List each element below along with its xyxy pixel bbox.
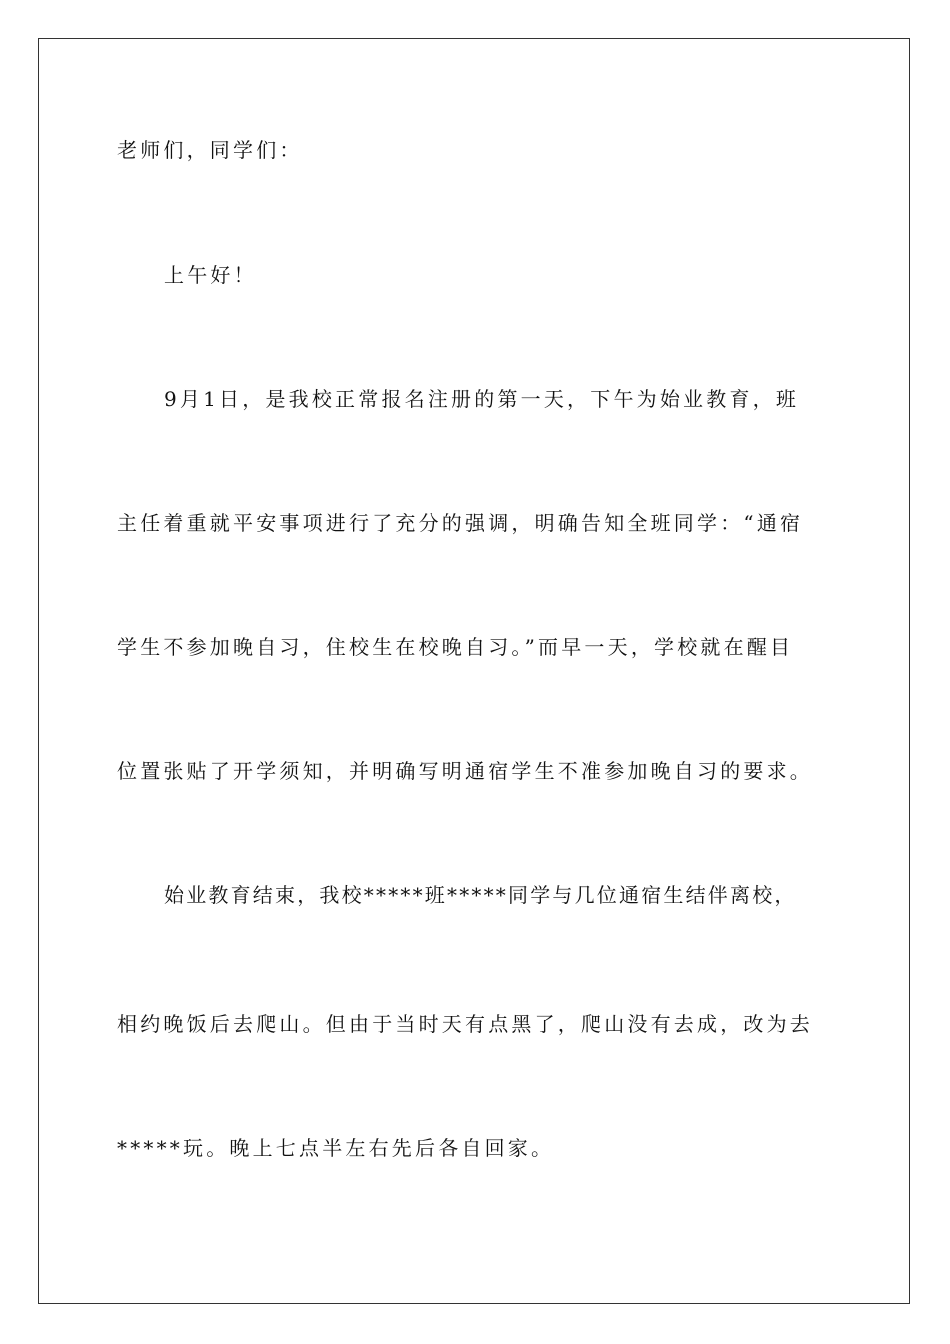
greeting: 上午好！ — [164, 263, 257, 287]
page-border — [38, 38, 910, 1304]
paragraph-1-line-3: 学生不参加晚自习，住校生在校晚自习。”而早一天，学校就在醒目 — [117, 635, 794, 659]
paragraph-1-line-2: 主任着重就平安事项进行了充分的强调，明确告知全班同学：“通宿 — [117, 511, 804, 535]
salutation: 老师们，同学们： — [117, 138, 303, 162]
paragraph-2-line-3: *****玩。晚上七点半左右先后各自回家。 — [117, 1136, 555, 1160]
paragraph-2-line-1: 始业教育结束，我校*****班*****同学与几位通宿生结伴离校， — [164, 883, 797, 907]
paragraph-1-line-4: 位置张贴了开学须知，并明确写明通宿学生不准参加晚自习的要求。 — [117, 759, 813, 783]
paragraph-2-line-2: 相约晚饭后去爬山。但由于当时天有点黑了，爬山没有去成，改为去 — [117, 1012, 813, 1036]
paragraph-1-line-1: 9月1日，是我校正常报名注册的第一天，下午为始业教育，班 — [164, 387, 800, 411]
